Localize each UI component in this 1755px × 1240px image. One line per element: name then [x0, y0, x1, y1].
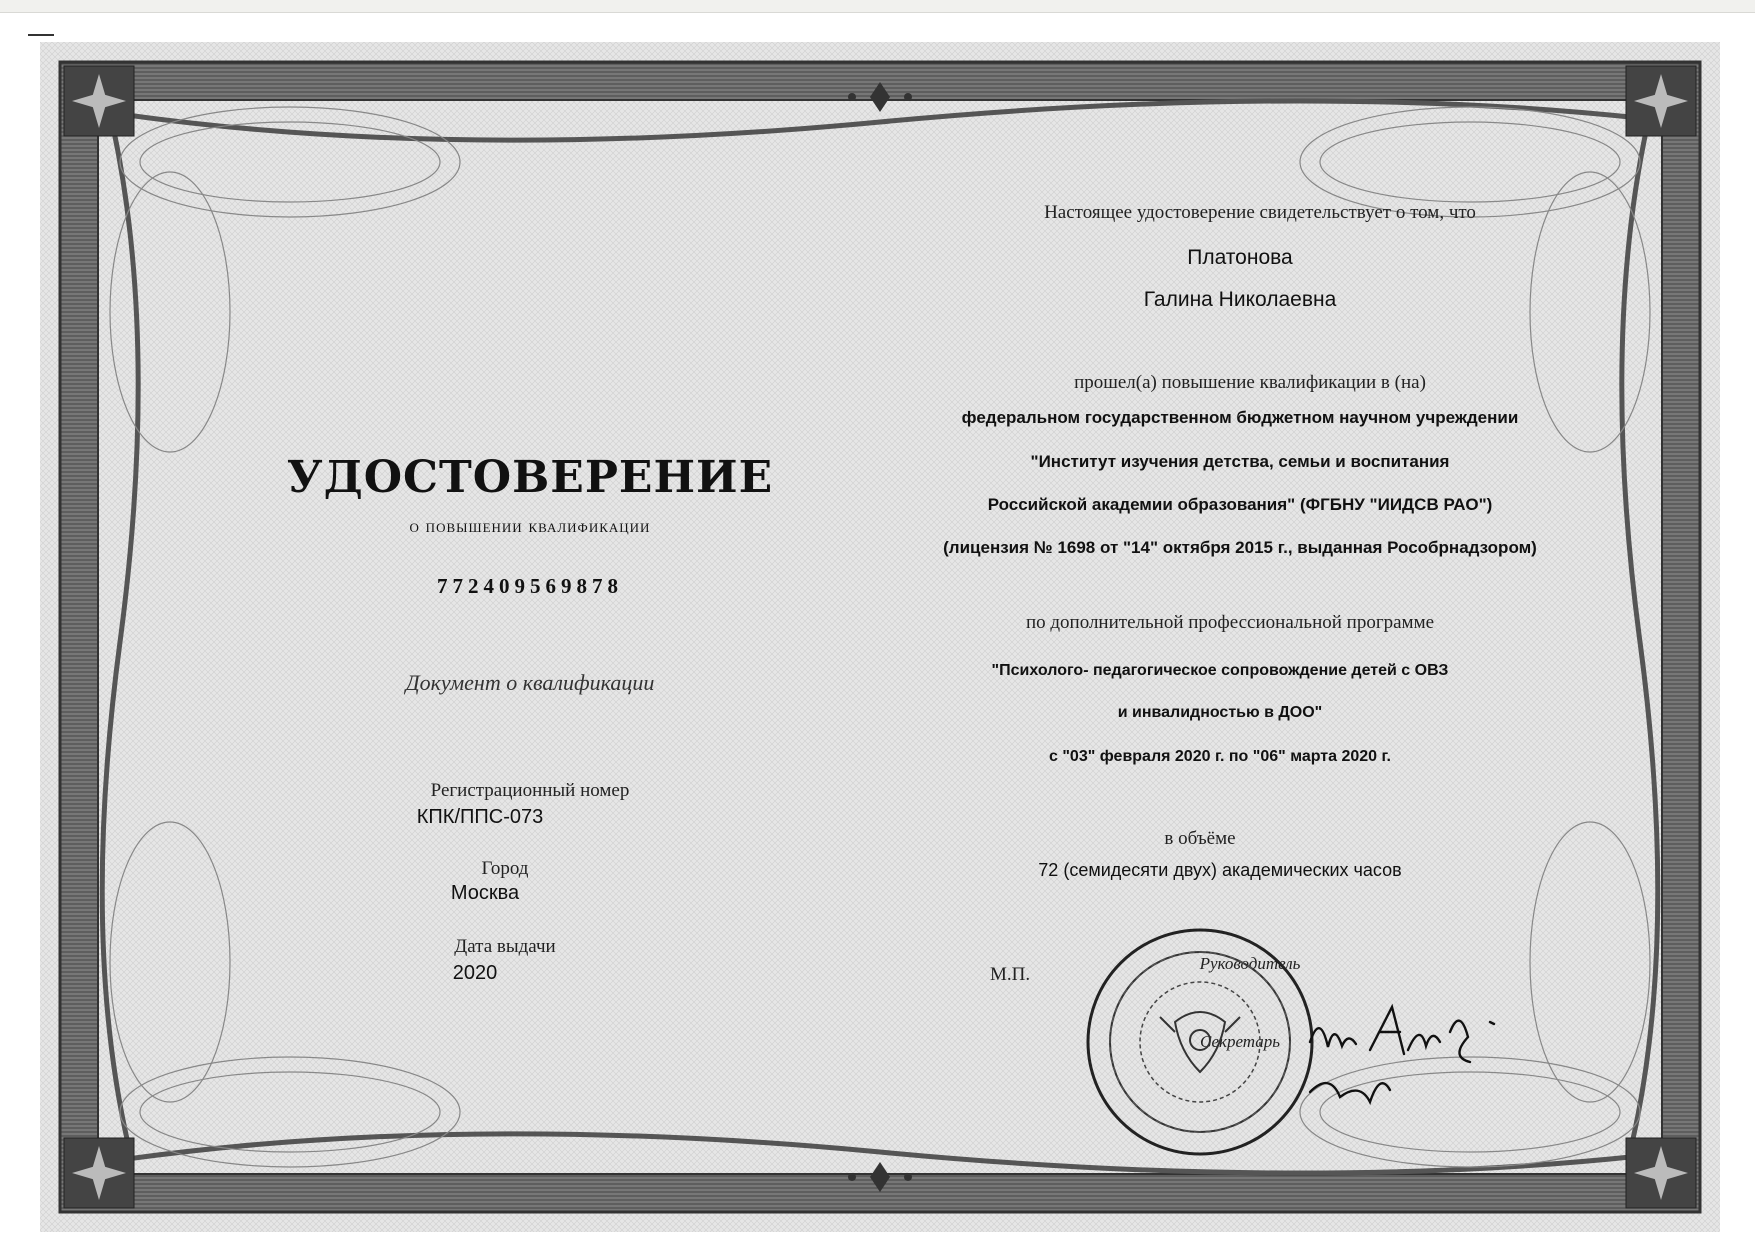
city: Москва [450, 882, 520, 904]
organization-line-3: Российской академии образования" (ФГБНУ "ИИДСВ РАО") [987, 495, 1493, 514]
holder-name: Галина Николаевна [1143, 288, 1337, 311]
completed-text: прошел(а) повышение квалификации в (на) [1074, 372, 1426, 393]
certificate-subtitle: о повышении квалификации [409, 516, 651, 537]
program-line-2: и инвалидностью в ДОО" [1117, 704, 1323, 721]
document-type: Документ о квалификации [405, 670, 655, 695]
program-line-1: "Психолого- педагогическое сопровождение детей с ОВЗ [991, 662, 1449, 679]
city-label: Город [481, 858, 529, 879]
registration-number-label: Регистрационный номер [430, 780, 630, 801]
scan-top-edge [0, 0, 1755, 13]
license-text: (лицензия № 1698 от "14" октября 2015 г., выданная Рособрнадзором) [943, 538, 1537, 557]
volume-label: в объёме [1164, 828, 1236, 849]
issue-date: 2020 [452, 962, 498, 984]
volume-hours: 72 (семидесяти двух) академических часов [1038, 860, 1402, 880]
registration-number: КПК/ППС-073 [416, 806, 544, 828]
stamp-place-label: М.П. [990, 964, 1031, 985]
scan-mark [28, 34, 54, 36]
head-signature-label: Руководитель [1199, 954, 1301, 973]
secretary-signature-label: Секретарь [1200, 1032, 1280, 1051]
organization-line-1: федеральном государственном бюджетном научном учреждении [961, 408, 1519, 427]
serial-number: 772409569878 [437, 574, 623, 598]
handwritten-signatures [1300, 1002, 1530, 1142]
program-label: по дополнительной профессиональной программе [1025, 612, 1435, 633]
intro-text: Настоящее удостоверение свидетельствует о том, что [1044, 202, 1476, 223]
official-seal [1080, 922, 1320, 1162]
organization-line-2: "Институт изучения детства, семьи и воспитания [1030, 452, 1450, 471]
holder-surname: Платонова [1187, 246, 1293, 269]
certificate-title: УДОСТОВЕРЕНИЕ [286, 452, 774, 503]
issue-date-label: Дата выдачи [454, 936, 556, 957]
certificate-sheet [40, 42, 1720, 1232]
study-period: с "03" февраля 2020 г. по "06" марта 2020 г. [1049, 748, 1391, 765]
